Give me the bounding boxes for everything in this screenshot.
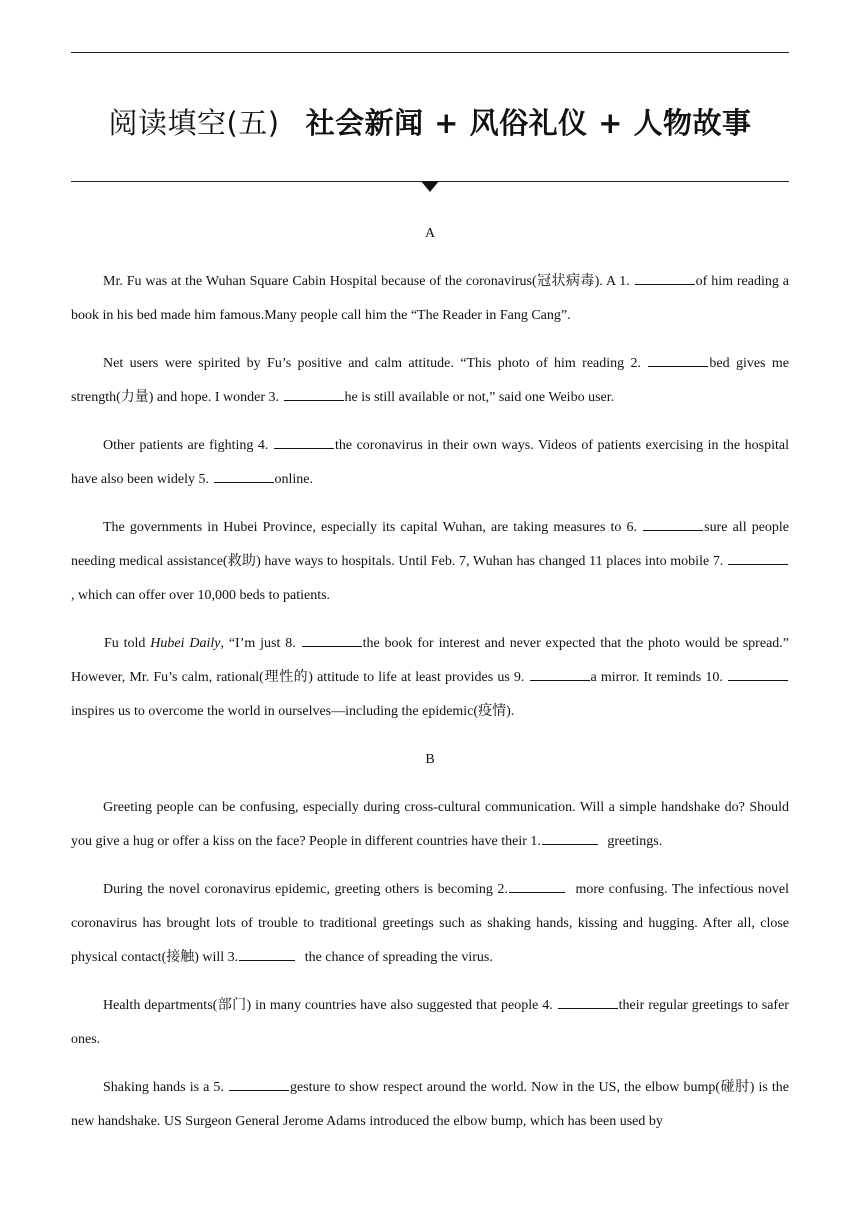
answer-blank-b1[interactable] — [542, 829, 598, 845]
text-run: gesture to show respect around the world. Now in the US, the elbow bump(碰肘) is the new handshake. US Surgeon General Jerome Adams introduced the elbow bump, which has been used by — [71, 1080, 789, 1129]
text-run: Mr. Fu was at the Wuhan Square Cabin Hospital because of the coronavirus(冠状病毒). A 1. — [103, 274, 634, 289]
section-a-paragraph-2 — [71, 347, 789, 415]
section-a-paragraph-5 — [71, 627, 789, 729]
answer-blank-a8[interactable] — [302, 631, 362, 647]
answer-blank-a7[interactable] — [728, 549, 788, 565]
page-title — [0, 100, 860, 146]
answer-blank-a2[interactable] — [648, 351, 708, 367]
text-run: Other patients are fighting 4. — [103, 438, 273, 453]
answer-blank-a1[interactable] — [635, 269, 695, 285]
text-run: more confusing. The infectious novel coronavirus has brought lots of trouble to traditional greetings such as shaking hands, kissing and hugging. After all, close physical contact(接触) will 3. — [71, 882, 789, 965]
document-body — [71, 217, 789, 1153]
text-run: of him reading a book in his bed made him famous.Many people call him the “The Reader in Fang Cang”. — [71, 274, 789, 323]
answer-blank-b3[interactable] — [239, 945, 295, 961]
text-run: online. — [274, 472, 314, 487]
answer-blank-a3[interactable] — [284, 385, 344, 401]
answer-blank-a4[interactable] — [274, 433, 334, 449]
text-run: sure all people needing medical assistance(救助) have ways to hospitals. Until Feb. 7, Wuhan has changed 11 places into mobile 7. — [71, 520, 790, 569]
text-run: Health departments(部门) in many countries have also suggested that people 4. — [103, 998, 557, 1013]
answer-blank-a5[interactable] — [214, 467, 274, 483]
text-run: Fu told — [104, 636, 151, 651]
answer-blank-a9[interactable] — [530, 665, 590, 681]
header-top-rule — [71, 52, 789, 53]
section-b-paragraph-3 — [71, 989, 789, 1057]
newspaper-name: Hubei Daily — [150, 636, 221, 651]
text-run: , which can offer over 10,000 beds to patients. — [71, 588, 331, 603]
text-run: greetings. — [603, 834, 663, 849]
section-a-label: A — [424, 226, 436, 241]
triangle-down-icon — [421, 181, 439, 192]
answer-blank-a10[interactable] — [728, 665, 788, 681]
text-run: the chance of spreading the virus. — [301, 950, 493, 965]
answer-blank-a6[interactable] — [643, 515, 703, 531]
text-run: their regular greetings to safer ones. — [71, 998, 789, 1047]
section-b-label: B — [425, 752, 435, 767]
text-run: The governments in Hubei Province, especially its capital Wuhan, are taking measures to 6. — [103, 520, 643, 535]
text-run: Shaking hands is a 5. — [103, 1080, 228, 1095]
text-run: Greeting people can be confusing, especially during cross-cultural communication. Will a simple handshake do? Should you give a hug or offer a kiss on the face? People in different countries have their 1. — [71, 800, 789, 849]
text-run: , “I’m just 8. — [220, 636, 301, 651]
section-b-paragraph-4 — [71, 1071, 789, 1139]
section-a-paragraph-1 — [71, 265, 789, 333]
text-run: Net users were spirited by Fu’s positive and calm attitude. “This photo of him reading 2. — [103, 356, 648, 371]
title-topics: 社会新闻 + 风俗礼仪 + 人物故事 — [305, 106, 752, 140]
text-run: the book for interest and never expected that the photo would be spread.” However, Mr. Fu’s calm, rational(理性的) attitude to life at least provides us 9. — [71, 636, 789, 685]
text-run: inspires us to overcome the world in ourselves—including the epidemic(疫情). — [71, 704, 515, 719]
section-b-paragraph-1 — [71, 791, 789, 859]
text-run: the coronavirus in their own ways. Videos of patients exercising in the hospital have also been widely 5. — [71, 438, 789, 487]
answer-blank-b4[interactable] — [558, 993, 618, 1009]
answer-blank-b5[interactable] — [229, 1075, 289, 1091]
text-run: a mirror. It reminds 10. — [590, 670, 727, 685]
section-a-paragraph-3 — [71, 429, 789, 497]
text-run: bed gives me strength(力量) and hope. I wonder 3. — [71, 356, 789, 405]
answer-blank-b2[interactable] — [509, 877, 565, 893]
section-a-paragraph-4 — [71, 511, 789, 613]
text-run: he is still available or not,” said one Weibo user. — [344, 390, 615, 405]
section-b-paragraph-2 — [71, 873, 789, 975]
text-run: During the novel coronavirus epidemic, greeting others is becoming 2. — [103, 882, 508, 897]
title-main: 阅读填空(五) — [108, 106, 280, 140]
